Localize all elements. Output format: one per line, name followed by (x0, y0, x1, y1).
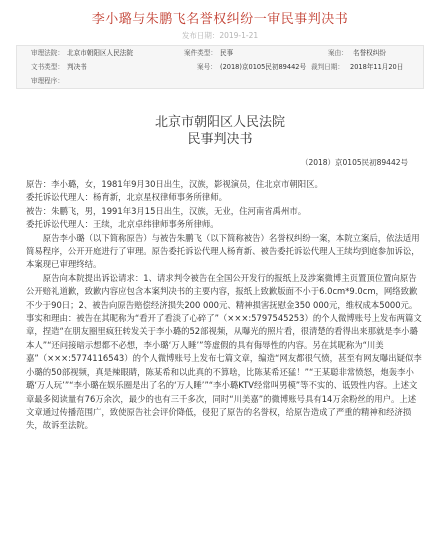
cause-value: 名誉权纠纷 (353, 49, 386, 57)
case-no-value: (2018)京0105民初89442号 (220, 63, 307, 71)
document-kind: 民事判决书 (187, 132, 253, 147)
case-type-value: 民事 (220, 49, 234, 57)
judge-date-label: 裁判日期： (311, 63, 344, 71)
cause-label: 案由： (328, 49, 348, 57)
doc-type-label: 文书类型： (31, 63, 64, 71)
plaintiff-agent-paragraph: 委托诉讼代理人：杨育新，北京星权律师事务所律师。 (26, 192, 227, 203)
defendant-paragraph: 被告：朱鹏飞，男，1991年3月15日出生，汉族，无业，住河南省禹州市。 (26, 205, 307, 216)
court-value: 北京市朝阳区人民法院 (67, 49, 133, 57)
judgment-body (26, 178, 422, 433)
case-type-label: 案件类型： (184, 49, 217, 57)
plaintiff-paragraph: 原告：李小璐，女，1981年9月30日出生，汉族，影视演员，住北京市朝阳区。 (26, 179, 323, 189)
court-label: 审理法院： (31, 49, 64, 57)
publish-date: 发布日期：2019-1-21 (181, 31, 259, 40)
claims-paragraph: 原告向本院提出诉讼请求：1、请求判令被告在全国公开发行的报纸上及涉案微博主页置顶位置向原告公开赔礼道歉，致歉内容应包含本案判决书的主要内容，报纸上致歉版面不小于6.0cm*9.0cm，网络致歉不少于90日；2、被告向原告赔偿经济损失200 000元、精神损害抚慰金350 000元，维权成本5000元。事实和理由：被告在其昵称为“看开了看淡了心碎了”（×××:5797545253）的个人微博账号上发布两篇文章，捏造“在朋友圈里疯狂转发关于李小璐的52部视频，从曝光的照片看，很清楚的看得出来那就是李小璐本人”“还问接暗示想都不必想，李小璐‘万人睡’”等虚假的具有侮辱性的内容。另在其昵称为“川美嘉”（×××:5774116543）的个人微博账号上发布七篇文章，编造“网友都很气愤，甚至有网友曝出疑似李小璐的50部视频，真是辣眼睛，陈某希和以此真的不算啥，比陈某希还猛！”“王某聪非常愤怒，炮轰李小璐‘万人玩’”“李小璐在娱乐圈是出了名的‘万人睡’”“李小璐KTV经常叫男模”等不实的、诋毁性内容。上述文章最多阅读量有76万余次，最少的也有三千多次，同时“川美嘉”的微博账号具有14万余粉丝的用户。上述文章通过传播范围广，致使原告社会评价降低，侵犯了原告的名誉权，给原告造成了严重的精神和经济损失，故诉至法院。 (26, 272, 422, 431)
doc-type-value: 判决书 (67, 63, 87, 71)
defendant-agent-paragraph: 委托诉讼代理人：王续，北京卓纬律师事务所律师。 (26, 219, 219, 230)
judge-date-value: 2018年11月20日 (350, 63, 404, 71)
case-info-row (17, 74, 423, 88)
document-title: 李小璐与朱鹏飞名誉权纠纷一审民事判决书 (91, 12, 349, 27)
procedure-label: 审理程序： (31, 77, 64, 85)
court-name: 北京市朝阳区人民法院 (154, 115, 285, 130)
case-summary-paragraph: 原告李小璐（以下简称原告）与被告朱鹏飞（以下简称被告）名誉权纠纷一案，本院立案后，依法适用简易程序，公开开庭进行了审理。原告委托诉讼代理人杨育新、被告委托诉讼代理人王续均到庭参加诉讼，本案现已审理终结。 (26, 232, 420, 270)
case-no-label: 案号： (197, 63, 217, 71)
case-number: （2018）京0105民初89442号 (300, 158, 408, 167)
case-info-row (17, 46, 423, 60)
case-info-panel (16, 45, 424, 89)
case-info-row (17, 60, 423, 74)
